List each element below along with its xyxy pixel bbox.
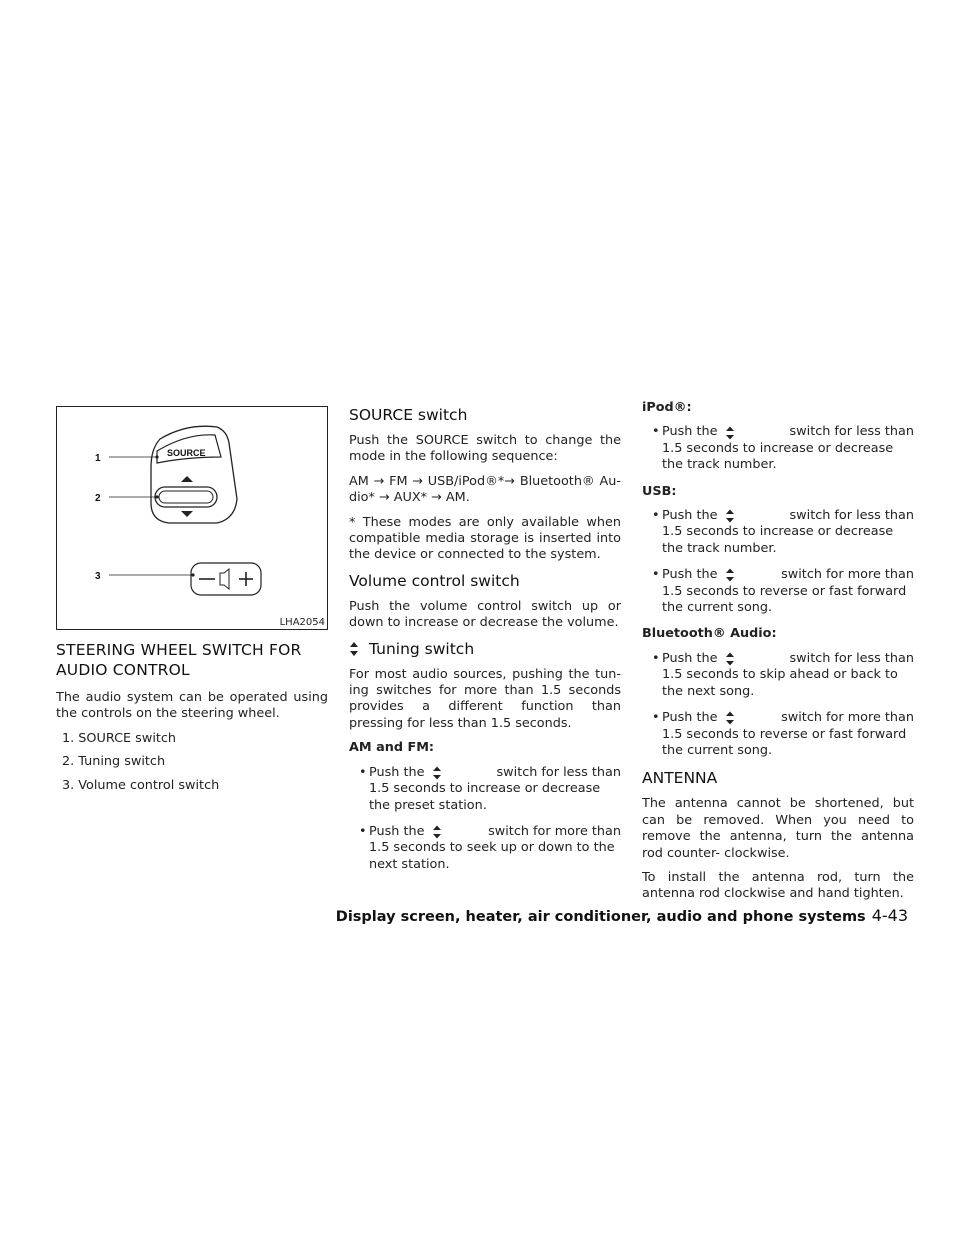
- bullet-continuation: 1.5 seconds to increase or decrease the preset station.: [369, 781, 601, 813]
- bullet-continuation: 1.5 seconds to reverse or fast forward the current song.: [662, 726, 907, 758]
- volume-switch-heading: Volume control switch: [349, 571, 520, 590]
- bullet-push: Push the: [662, 508, 718, 524]
- bullet-continuation: 1.5 seconds to increase or decrease the track number.: [662, 524, 894, 556]
- bullet-push: Push the: [369, 823, 425, 839]
- source-switch-heading: SOURCE switch: [349, 406, 468, 424]
- tuning-arrows-icon: [725, 652, 735, 666]
- tuning-arrows-icon: [725, 711, 735, 725]
- bullet-push: Push the: [662, 567, 718, 583]
- source-label: SOURCE: [167, 448, 206, 458]
- tuning-arrows-icon: [349, 641, 359, 657]
- tuning-arrows-icon: [432, 766, 442, 780]
- bullet-rest: switch for less than: [789, 424, 914, 440]
- tuning-arrows-icon: [432, 825, 442, 839]
- steering-switch-illustration: [57, 407, 327, 629]
- page-footer: [336, 906, 908, 925]
- tuning-arrows-icon: [725, 426, 735, 440]
- bullet-rest: switch for less than: [789, 650, 914, 666]
- figure-code: LHA2054: [279, 617, 325, 628]
- amfm-label: AM and FM:: [349, 740, 435, 756]
- bullet-push: Push the: [662, 710, 718, 726]
- list-item: • Push the switch for more than 1.5 seconds to reverse or fast forward the current song.: [652, 710, 914, 758]
- bullet-push: Push the: [369, 764, 425, 780]
- bluetooth-label: Bluetooth® Audio:: [642, 626, 777, 642]
- page-number: 4-43: [871, 906, 908, 925]
- list-item: • Push the switch for less than 1.5 seconds to skip ahead or back to the next song.: [652, 650, 914, 699]
- antenna-paragraph-1: The antenna cannot be shortened, but can be removed. When you need to remove the antenna, turn the antenna rod counter- clockwise.: [642, 796, 914, 861]
- switch-list: [56, 731, 328, 794]
- middle-column: [349, 400, 621, 883]
- antenna-paragraph-2: To install the antenna rod, turn the antenna rod clockwise and hand tighten.: [642, 869, 914, 902]
- tuning-arrows-icon: [725, 509, 735, 523]
- list-item: 1. SOURCE switch: [62, 730, 177, 746]
- source-sequence: AM → FM → USB/iPod®*→ Bluetooth® Au- dio* → AUX* → AM.: [349, 473, 621, 506]
- bullet-continuation: 1.5 seconds to increase or decrease the track number.: [662, 440, 894, 473]
- tuning-switch-heading-row: [349, 640, 621, 659]
- ipod-label: iPod®:: [642, 400, 692, 415]
- list-item: • Push the switch for less than 1.5 seconds to increase or decrease the track number.: [652, 508, 914, 556]
- bullet-push: Push the: [662, 424, 718, 440]
- bullet-push: Push the: [662, 650, 718, 666]
- bullet-continuation: 1.5 seconds to skip ahead or back to the next song.: [662, 667, 898, 699]
- bullet-continuation: 1.5 seconds to reverse or fast forward the current song.: [662, 583, 907, 616]
- bullet-rest: switch for more than: [781, 710, 914, 726]
- footer-section-title: Display screen, heater, air conditioner, audio and phone systems: [335, 909, 866, 925]
- list-item: • Push the switch for more than 1.5 seconds to seek up or down to the next station.: [359, 823, 621, 872]
- tuning-switch-heading: Tuning switch: [369, 639, 475, 658]
- callout-2: 2: [95, 493, 101, 504]
- antenna-heading: ANTENNA: [642, 769, 718, 788]
- tuning-arrows-icon: [725, 568, 735, 582]
- bullet-continuation: 1.5 seconds to seek up or down to the next station.: [369, 840, 615, 872]
- usb-label: USB:: [642, 483, 677, 499]
- left-column: [56, 406, 328, 801]
- callout-1: 1: [95, 453, 101, 464]
- section-heading-steering: STEERING WHEEL SWITCH FOR AUDIO CONTROL: [56, 641, 302, 679]
- list-item: 3. Volume control switch: [62, 777, 220, 793]
- callout-3: 3: [95, 571, 101, 582]
- intro-paragraph: The audio system can be operated using the controls on the steering wheel.: [56, 690, 328, 722]
- list-item: 2. Tuning switch: [62, 754, 166, 770]
- volume-paragraph: Push the volume control switch up or down to increase or decrease the volume.: [349, 598, 621, 631]
- source-paragraph: Push the SOURCE switch to change the mode in the following sequence:: [349, 433, 621, 465]
- list-item: • Push the switch for more than 1.5 seconds to reverse or fast forward the current song.: [652, 567, 914, 616]
- list-item: • Push the switch for less than 1.5 seconds to increase or decrease the preset station.: [359, 764, 621, 813]
- steering-switch-figure: [56, 406, 328, 630]
- bullet-rest: switch for more than: [488, 823, 621, 839]
- bullet-rest: switch for less than: [496, 764, 621, 780]
- right-column: [642, 400, 914, 911]
- source-note: * These modes are only available when compatible media storage is inserted into the device or connected to the system.: [349, 514, 621, 563]
- bullet-rest: switch for less than: [789, 508, 914, 524]
- tuning-paragraph: For most audio sources, pushing the tun- ing switches for more than 1.5 seconds provides a different function than pressing for less than 1.5 seconds.: [349, 666, 621, 731]
- bullet-rest: switch for more than: [781, 567, 914, 583]
- list-item: • Push the switch for less than 1.5 seconds to increase or decrease the track number.: [652, 424, 914, 473]
